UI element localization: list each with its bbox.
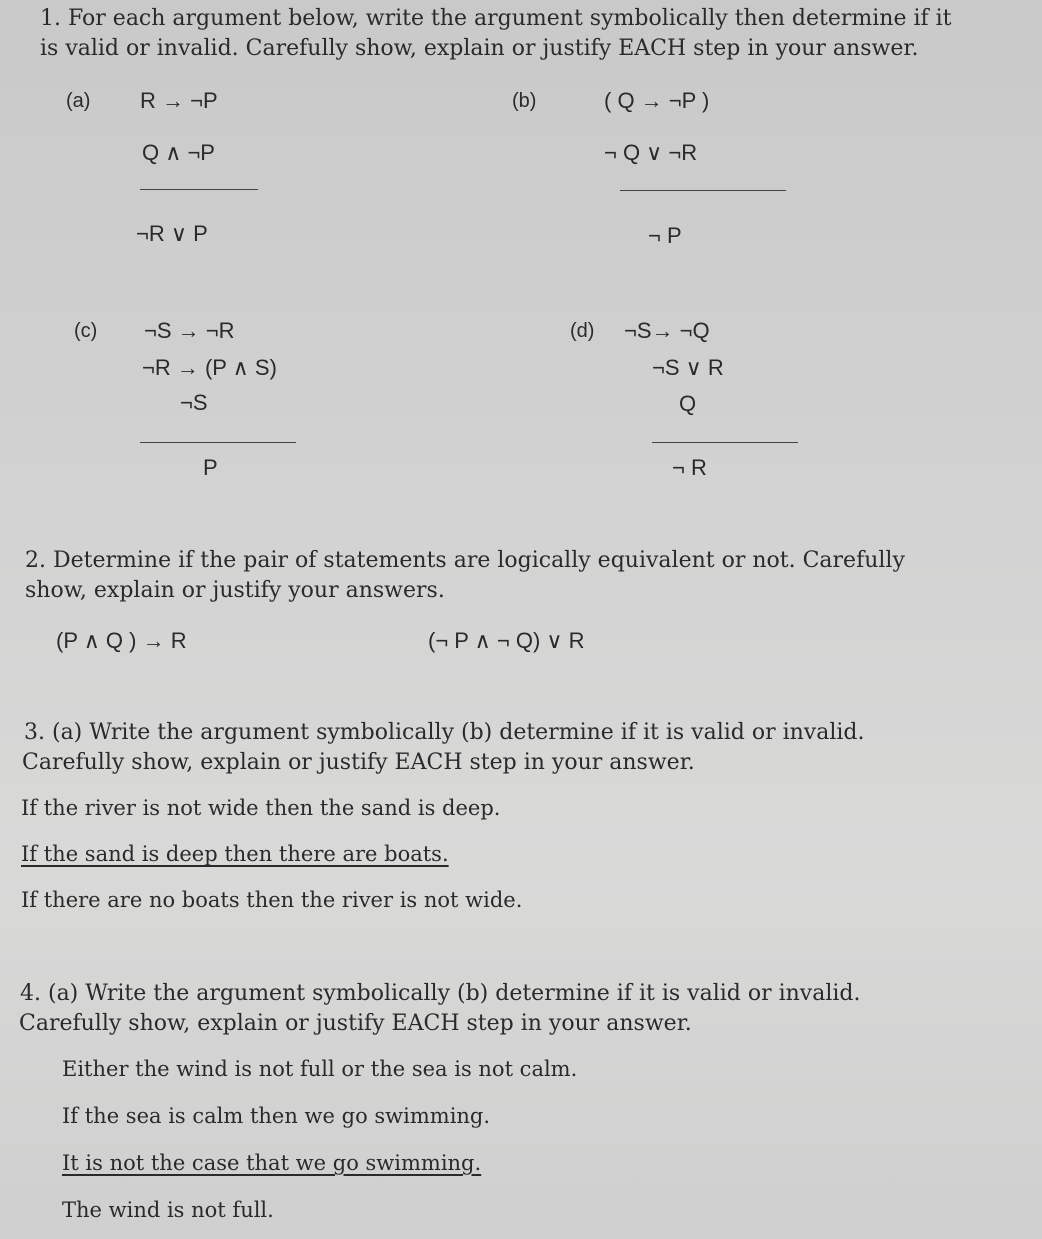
q4-line1: 4. (a) Write the argument symbolically (b) determine if it is valid or invalid. xyxy=(20,981,861,1006)
q1b-premise-2: ¬ Q ∨ ¬R xyxy=(604,140,698,165)
q1a-premise-1: R → ¬P xyxy=(140,88,218,113)
q1c-premise-3: ¬S xyxy=(180,390,208,415)
q1d-conclusion: ¬ R xyxy=(672,455,707,480)
q1c-label: (c) xyxy=(74,320,98,342)
q1c-premise-1: ¬S → ¬R xyxy=(144,318,235,343)
q2-right-statement: (¬ P ∧ ¬ Q) ∨ R xyxy=(428,628,585,653)
q2-line2: show, explain or justify your answers. xyxy=(25,578,445,603)
q1d-premise-1: ¬S→ ¬Q xyxy=(624,318,710,343)
q1c-premise-2: ¬R → (P ∧ S) xyxy=(142,355,277,380)
q1b-label: (b) xyxy=(512,90,537,112)
q1-line1: 1. For each argument below, write the argument symbolically then determine if it xyxy=(40,6,952,31)
q4-statement-1: Either the wind is not full or the sea is not calm. xyxy=(62,1057,578,1081)
q1d-premise-2: ¬S ∨ R xyxy=(652,355,724,380)
q1-line2: is valid or invalid. Carefully show, explain or justify EACH step in your answer. xyxy=(40,36,919,61)
q1d-label: (d) xyxy=(570,320,595,342)
q1a-premise-2: Q ∧ ¬P xyxy=(142,140,215,165)
q3-statement-1: If the river is not wide then the sand is deep. xyxy=(21,796,501,820)
q1b-conclusion: ¬ P xyxy=(648,223,682,248)
q1d-rule xyxy=(652,442,798,443)
q4-statement-3: It is not the case that we go swimming. xyxy=(62,1151,482,1175)
q1d-premise-3: Q xyxy=(679,391,697,416)
q4-statement-2: If the sea is calm then we go swimming. xyxy=(62,1104,491,1128)
q1a-conclusion: ¬R ∨ P xyxy=(136,221,208,246)
q4-statement-4: The wind is not full. xyxy=(62,1198,274,1222)
q1a-label: (a) xyxy=(66,90,91,112)
q3-line2: Carefully show, explain or justify EACH step in your answer. xyxy=(22,750,695,775)
q1b-premise-1: ( Q → ¬P ) xyxy=(604,88,710,113)
q2-left-statement: (P ∧ Q ) → R xyxy=(56,628,187,653)
q1c-conclusion: P xyxy=(203,455,218,480)
q1c-rule xyxy=(140,442,296,443)
q1b-rule xyxy=(620,190,786,191)
q3-statement-2: If the sand is deep then there are boats. xyxy=(21,842,449,866)
q2-line1: 2. Determine if the pair of statements are logically equivalent or not. Carefully xyxy=(25,548,905,573)
q3-statement-3: If there are no boats then the river is not wide. xyxy=(21,888,523,912)
q3-line1: 3. (a) Write the argument symbolically (b) determine if it is valid or invalid. xyxy=(24,720,865,745)
q4-line2: Carefully show, explain or justify EACH step in your answer. xyxy=(19,1011,692,1036)
q1a-rule xyxy=(140,189,258,190)
